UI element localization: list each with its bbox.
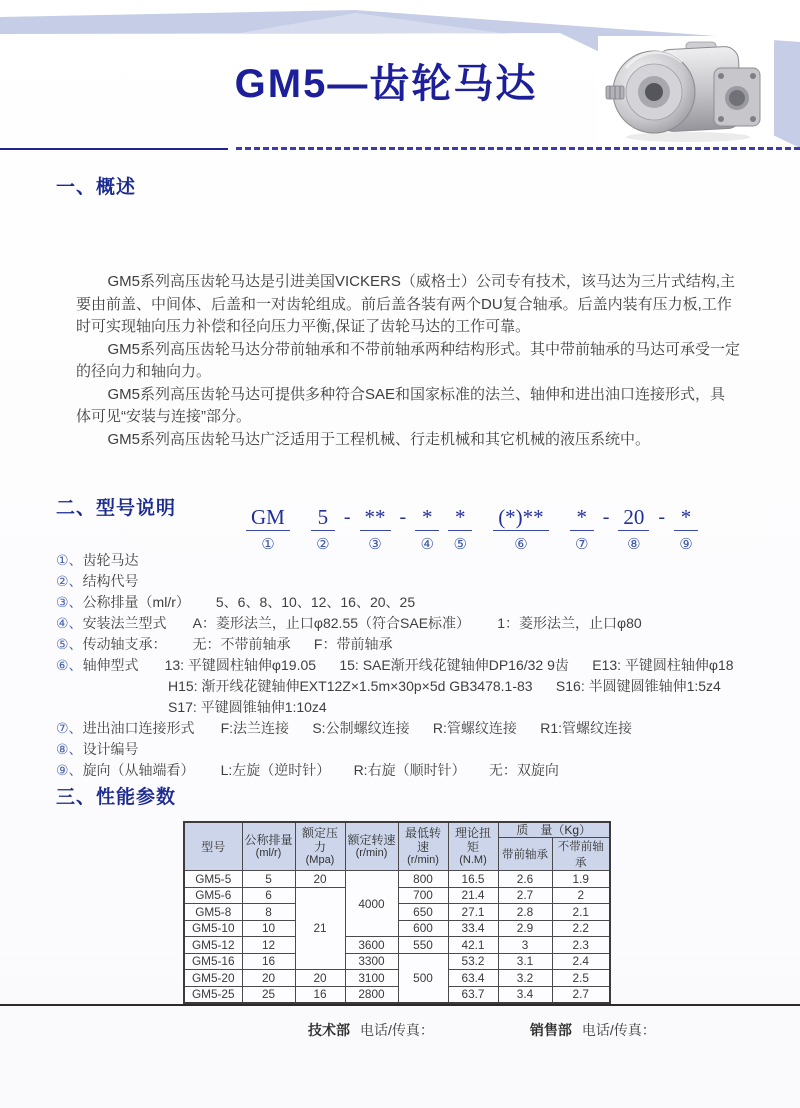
table-header-cell bbox=[398, 822, 448, 871]
model-code-separator: - bbox=[343, 506, 351, 528]
table-cell: 650 bbox=[398, 904, 448, 921]
model-code-token: * bbox=[570, 505, 594, 531]
table-cell: 12 bbox=[242, 937, 295, 954]
table-cell: 3.4 bbox=[498, 986, 552, 1003]
model-code-separator: - bbox=[399, 506, 407, 528]
header-text: 公称排量 bbox=[244, 833, 293, 847]
model-item-line bbox=[56, 718, 800, 739]
table-cell: 5 bbox=[242, 871, 295, 888]
header-divider bbox=[0, 147, 800, 150]
header-unit: (r/min) bbox=[407, 854, 439, 866]
model-item bbox=[56, 655, 800, 718]
model-item-number: ①、 bbox=[56, 552, 83, 568]
model-section bbox=[0, 487, 800, 781]
table-cell: GM5-25 bbox=[184, 986, 242, 1003]
model-item-label: 结构代号 bbox=[82, 573, 139, 589]
footer-contacts bbox=[0, 1020, 800, 1040]
page-title: GM5—齿轮马达 bbox=[234, 62, 538, 106]
header-text: 质 量（Kg） bbox=[516, 823, 592, 837]
table-cell: 2.3 bbox=[552, 937, 610, 954]
table-cell: 3.2 bbox=[498, 970, 552, 987]
model-item bbox=[56, 613, 800, 634]
table-cell: GM5-5 bbox=[184, 871, 242, 888]
model-code-number: ⑦ bbox=[574, 536, 589, 553]
model-item-line bbox=[56, 571, 800, 592]
table-cell: 2.1 bbox=[552, 904, 610, 921]
overview-heading: 一、概述 bbox=[56, 177, 137, 198]
table-cell: 2.5 bbox=[552, 970, 610, 987]
model-code-number: ⑨ bbox=[679, 536, 693, 553]
table-cell: 3.1 bbox=[498, 953, 552, 970]
footer-rule bbox=[0, 1004, 800, 1006]
model-item-line bbox=[56, 550, 800, 571]
table-cell: 800 bbox=[398, 871, 448, 888]
table-cell: GM5-10 bbox=[184, 920, 242, 937]
model-item-line bbox=[56, 613, 800, 634]
model-code-number: ② bbox=[316, 536, 330, 553]
model-item-line bbox=[56, 655, 800, 676]
model-item-detail: F:法兰连接 S:公制螺纹连接 R:管螺纹连接 R1:管螺纹连接 bbox=[220, 720, 633, 736]
table-cell: GM5-16 bbox=[184, 953, 242, 970]
table-cell: 2 bbox=[552, 887, 610, 904]
table-cell: 10 bbox=[242, 920, 295, 937]
model-item-label: 齿轮马达 bbox=[82, 552, 139, 568]
model-code bbox=[246, 505, 698, 553]
table-cell: 21 bbox=[295, 887, 345, 970]
model-item-number: ⑤、 bbox=[56, 636, 83, 652]
table-header-cell bbox=[448, 822, 498, 871]
table-cell: 63.7 bbox=[448, 986, 498, 1003]
header-text: 额定转速 bbox=[347, 833, 396, 847]
table-cell: 3 bbox=[498, 937, 552, 954]
model-item-label: 轴伸型式 bbox=[82, 657, 139, 673]
table-cell: GM5-8 bbox=[184, 904, 242, 921]
tech-dept-phone: 电话/传真： bbox=[360, 1022, 434, 1038]
model-item-number: ⑨、 bbox=[56, 762, 83, 778]
model-heading: 二、型号说明 bbox=[56, 498, 177, 519]
model-item-line bbox=[56, 634, 800, 655]
overview-paragraph: GM5系列高压齿轮马达是引进美国VICKERS（威格士）公司专有技术，该马达为三片式结构,主要由前盖、中间体、后盖和一对齿轮组成。前后盖各装有两个DU复合轴承。后盖内装有压力板,工作时可实现轴向压力补偿和径向压力平衡,保证了齿轮马达的工作可靠。 bbox=[76, 273, 736, 335]
model-code-token: ** bbox=[360, 505, 391, 531]
table-cell: 21.4 bbox=[448, 887, 498, 904]
table-cell: 500 bbox=[398, 953, 448, 1003]
table-header-cell bbox=[345, 822, 398, 871]
table-cell: 16.5 bbox=[448, 871, 498, 888]
table-cell: 3600 bbox=[345, 937, 398, 954]
model-code-number: ③ bbox=[368, 536, 382, 553]
model-item-detail: 13: 平键圆柱轴伸φ19.05 15: SAE渐开线花键轴伸DP16/32 9齿 E13: 平键圆柱轴伸φ18 bbox=[164, 657, 734, 673]
model-code-number: ⑥ bbox=[514, 536, 528, 553]
model-item-number: ④、 bbox=[56, 615, 83, 631]
model-item bbox=[56, 760, 800, 781]
table-cell: 53.2 bbox=[448, 953, 498, 970]
page-footer bbox=[0, 1004, 800, 1040]
table-cell: 1.9 bbox=[552, 871, 610, 888]
performance-table bbox=[183, 821, 611, 1004]
model-code-token: GM bbox=[246, 505, 290, 531]
table-cell: 3100 bbox=[345, 970, 398, 987]
gear-motor-illustration bbox=[602, 38, 770, 144]
table-cell: 2.7 bbox=[552, 986, 610, 1003]
table-cell: GM5-12 bbox=[184, 937, 242, 954]
model-item-line bbox=[56, 760, 800, 781]
model-item-label: 设计编号 bbox=[82, 741, 139, 757]
model-item-label: 进出油口连接形式 bbox=[82, 720, 195, 736]
model-items bbox=[56, 550, 800, 781]
performance-section bbox=[0, 782, 800, 1004]
table-cell: 600 bbox=[398, 920, 448, 937]
header-unit: (ml/r) bbox=[255, 847, 282, 859]
model-item-detail-continued: S17: 平键圆锥轴伸1:10z4 bbox=[168, 699, 327, 715]
table-row bbox=[184, 871, 610, 888]
model-code-part bbox=[360, 505, 391, 553]
model-item-number: ⑥、 bbox=[56, 657, 83, 673]
model-item-number: ⑧、 bbox=[56, 741, 83, 757]
model-code-part bbox=[493, 505, 549, 553]
model-code-number: ⑤ bbox=[453, 536, 467, 553]
model-item bbox=[56, 634, 800, 655]
model-item-number: ③、 bbox=[56, 594, 83, 610]
table-header-cell: 带前轴承 bbox=[498, 838, 552, 871]
model-code-token: 20 bbox=[618, 505, 649, 531]
table-cell: 550 bbox=[398, 937, 448, 954]
header-unit: (N.M) bbox=[459, 854, 487, 866]
table-header-cell bbox=[295, 822, 345, 871]
model-item-detail: A：菱形法兰，止口φ82.55（符合SAE标准） 1：菱形法兰，止口φ80 bbox=[192, 615, 642, 631]
model-item bbox=[56, 592, 800, 613]
table-cell: 2.8 bbox=[498, 904, 552, 921]
table-header-cell: 不带前轴承 bbox=[552, 838, 610, 871]
model-code-part bbox=[674, 505, 698, 553]
header-rule-solid bbox=[0, 148, 228, 150]
model-item-label: 传动轴支承： bbox=[82, 636, 167, 652]
table-cell: 27.1 bbox=[448, 904, 498, 921]
table-row bbox=[184, 953, 610, 970]
header-text: 额定压力 bbox=[301, 826, 338, 854]
table-header-cell bbox=[498, 822, 610, 838]
header-rule-dashed bbox=[236, 147, 800, 150]
table-cell: 2.7 bbox=[498, 887, 552, 904]
model-item bbox=[56, 571, 800, 592]
sales-dept-phone: 电话/传真： bbox=[581, 1022, 656, 1038]
table-cell: 25 bbox=[242, 986, 295, 1003]
model-item-line bbox=[56, 739, 800, 760]
model-item bbox=[56, 739, 800, 760]
overview-section bbox=[0, 172, 800, 451]
tech-dept-label: 技术部 bbox=[308, 1022, 350, 1038]
table-header-cell bbox=[242, 822, 295, 871]
overview-paragraph: GM5系列高压齿轮马达可提供多种符合SAE和国家标准的法兰、轴伸和进出油口连接形式，具体可见“安装与连接”部分。 bbox=[76, 385, 726, 425]
table-row bbox=[184, 970, 610, 987]
tech-dept-contact bbox=[308, 1020, 434, 1040]
sales-dept-label: 销售部 bbox=[529, 1022, 572, 1038]
overview-paragraph: GM5系列高压齿轮马达广泛适用于工程机械、行走机械和其它机械的液压系统中。 bbox=[107, 430, 651, 448]
model-code-part bbox=[311, 505, 335, 553]
model-code-part bbox=[448, 505, 472, 553]
model-item-line bbox=[56, 592, 800, 613]
model-item-detail: 5、6、8、10、12、16、20、25 bbox=[215, 594, 416, 610]
table-cell: 700 bbox=[398, 887, 448, 904]
model-code-separator: - bbox=[658, 506, 666, 528]
performance-heading: 三、性能参数 bbox=[56, 787, 177, 808]
table-cell: 8 bbox=[242, 904, 295, 921]
table-cell: GM5-6 bbox=[184, 887, 242, 904]
model-code-token: (*)** bbox=[493, 505, 549, 531]
table-cell: 2800 bbox=[345, 986, 398, 1003]
model-code-separator: - bbox=[602, 506, 610, 528]
model-code-part bbox=[415, 505, 439, 553]
overview-paragraphs bbox=[76, 271, 740, 451]
table-cell: 16 bbox=[295, 986, 345, 1003]
table-cell: 3300 bbox=[345, 953, 398, 970]
model-item bbox=[56, 550, 800, 571]
model-item-detail: 无：不带前轴承 F：带前轴承 bbox=[192, 636, 393, 652]
table-cell: 33.4 bbox=[448, 920, 498, 937]
table-cell: 20 bbox=[242, 970, 295, 987]
overview-paragraph: GM5系列高压齿轮马达分带前轴承和不带前轴承两种结构形式。其中带前轴承的马达可承受一定的径向力和轴向力。 bbox=[76, 340, 741, 380]
table-cell: 4000 bbox=[345, 871, 398, 937]
table-cell: 2.9 bbox=[498, 920, 552, 937]
table-cell: 2.4 bbox=[552, 953, 610, 970]
product-photo bbox=[598, 36, 774, 146]
table-cell: 16 bbox=[242, 953, 295, 970]
table-cell: GM5-20 bbox=[184, 970, 242, 987]
model-code-token: * bbox=[448, 505, 472, 531]
model-item-label: 公称排量（ml/r） bbox=[82, 594, 190, 610]
header-text: 理论扭矩 bbox=[454, 826, 491, 854]
model-item-number: ②、 bbox=[56, 573, 83, 589]
model-code-token: * bbox=[415, 505, 439, 531]
table-row bbox=[184, 986, 610, 1003]
model-code-number: ⑧ bbox=[627, 536, 641, 553]
model-item-detail-continued: H15: 渐开线花键轴伸EXT12Z×1.5m×30p×5d GB3478.1-83 S16: 半圆键圆锥轴伸1:5z4 bbox=[168, 678, 721, 694]
table-header-cell bbox=[184, 822, 242, 871]
table-cell: 63.4 bbox=[448, 970, 498, 987]
table-cell: 6 bbox=[242, 887, 295, 904]
table-row bbox=[184, 937, 610, 954]
model-code-part bbox=[570, 505, 594, 553]
model-item-label: 安装法兰型式 bbox=[82, 615, 167, 631]
header-text: 型号 bbox=[201, 839, 226, 854]
sales-dept-contact bbox=[530, 1020, 656, 1040]
model-item-label: 旋向（从轴端看） bbox=[82, 762, 195, 778]
model-code-token: 5 bbox=[311, 505, 335, 531]
model-item-detail: L:左旋（逆时针） R:右旋（顺时针） 无：双旋向 bbox=[220, 762, 559, 778]
header-unit: (r/min) bbox=[355, 847, 388, 859]
model-item bbox=[56, 718, 800, 739]
table-cell: 2.2 bbox=[552, 920, 610, 937]
table-cell: 42.1 bbox=[448, 937, 498, 954]
model-code-token: * bbox=[674, 505, 698, 531]
model-item-number: ⑦、 bbox=[56, 720, 83, 736]
model-code-number: ① bbox=[261, 536, 275, 553]
model-code-number: ④ bbox=[420, 536, 434, 553]
header-text: 最低转速 bbox=[404, 826, 441, 854]
table-cell: 2.6 bbox=[498, 871, 552, 888]
model-code-part bbox=[618, 505, 649, 553]
table-cell: 20 bbox=[295, 871, 345, 888]
header-unit: (Mpa) bbox=[305, 854, 335, 866]
model-code-part bbox=[246, 505, 290, 553]
table-cell: 20 bbox=[295, 970, 345, 987]
